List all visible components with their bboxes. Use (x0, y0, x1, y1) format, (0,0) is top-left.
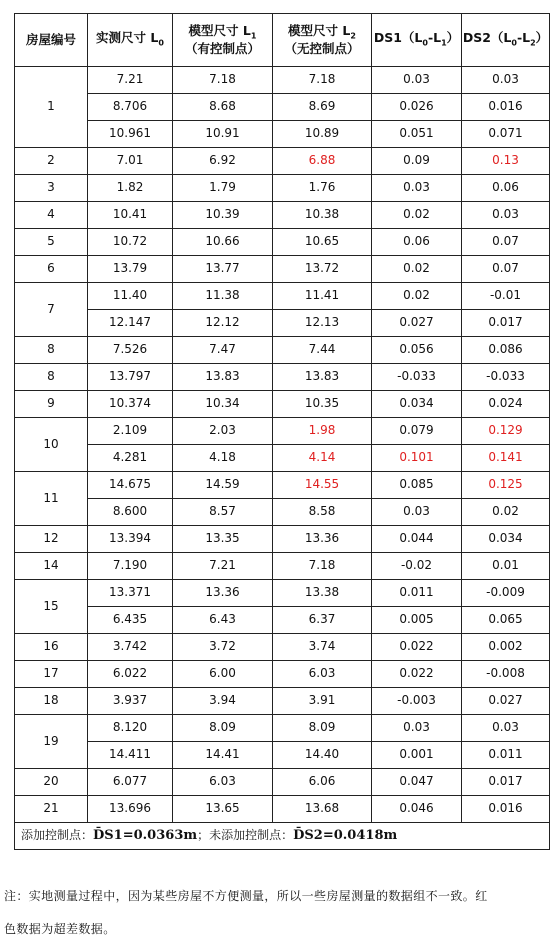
model-size-without-control-cell: 1.76 (273, 175, 372, 202)
house-id-cell: 14 (15, 553, 88, 580)
model-size-with-control-cell: 7.21 (173, 553, 273, 580)
ds1-cell: 0.005 (372, 607, 462, 634)
table-row (15, 634, 550, 661)
model-size-without-control-cell: 8.69 (273, 94, 372, 121)
ds2-cell: 0.086 (462, 337, 550, 364)
ds1-cell: 0.085 (372, 472, 462, 499)
model-size-with-control-cell: 10.91 (173, 121, 273, 148)
measured-size-cell: 8.706 (88, 94, 173, 121)
measured-size-cell: 2.109 (88, 418, 173, 445)
ds2-cell: -0.033 (462, 364, 550, 391)
model-size-with-control-cell: 13.83 (173, 364, 273, 391)
table-row (15, 94, 550, 121)
model-size-without-control-cell: 3.74 (273, 634, 372, 661)
model-size-without-control-cell: 13.83 (273, 364, 372, 391)
table-row (15, 499, 550, 526)
house-id-cell: 2 (15, 148, 88, 175)
house-id-cell: 8 (15, 364, 88, 391)
measured-size-cell: 7.01 (88, 148, 173, 175)
model-size-with-control-cell: 13.35 (173, 526, 273, 553)
model-size-without-control-cell: 13.36 (273, 526, 372, 553)
model-size-with-control-cell: 8.09 (173, 715, 273, 742)
table-row (15, 796, 550, 823)
ds1-cell: 0.02 (372, 256, 462, 283)
measured-size-cell: 13.797 (88, 364, 173, 391)
model-size-without-control-cell: 7.18 (273, 553, 372, 580)
model-size-with-control-cell: 2.03 (173, 418, 273, 445)
model-size-without-control-cell: 8.09 (273, 715, 372, 742)
model-size-without-control-cell: 14.55 (273, 472, 372, 499)
ds1-cell: 0.079 (372, 418, 462, 445)
table-row (15, 121, 550, 148)
model-size-with-control-cell: 4.18 (173, 445, 273, 472)
ds2-cell: -0.008 (462, 661, 550, 688)
ds2-cell: 0.129 (462, 418, 550, 445)
table-row (15, 580, 550, 607)
model-size-without-control-cell: 6.06 (273, 769, 372, 796)
measured-size-cell: 7.21 (88, 67, 173, 94)
ds2-cell: 0.065 (462, 607, 550, 634)
header-model-size-without-control: 模型尺寸 $L_2$ （无控制点） (273, 14, 372, 67)
ds1-cell: 0.034 (372, 391, 462, 418)
ds2-cell: 0.01 (462, 553, 550, 580)
house-id-cell: 17 (15, 661, 88, 688)
ds1-cell: 0.02 (372, 202, 462, 229)
summary-separator: ；未添加控制点： (197, 827, 294, 842)
model-size-without-control-cell: 11.41 (273, 283, 372, 310)
model-size-with-control-cell: 13.77 (173, 256, 273, 283)
model-size-with-control-cell: 14.59 (173, 472, 273, 499)
ds2-cell: 0.017 (462, 769, 550, 796)
model-size-without-control-cell: 10.38 (273, 202, 372, 229)
measured-size-cell: 7.526 (88, 337, 173, 364)
model-size-with-control-cell: 7.47 (173, 337, 273, 364)
measured-size-cell: 4.281 (88, 445, 173, 472)
table-row (15, 742, 550, 769)
ds2-cell: 0.016 (462, 94, 550, 121)
model-size-with-control-cell: 14.41 (173, 742, 273, 769)
ds1-cell: 0.101 (372, 445, 462, 472)
header-ds1: $DS1(L_0-L_1)$ (372, 14, 462, 67)
summary-row (15, 823, 550, 850)
measured-size-cell: 3.937 (88, 688, 173, 715)
model-size-without-control-cell: 10.89 (273, 121, 372, 148)
summary-label-with-control: 添加控制点： (21, 827, 94, 842)
house-id-cell: 10 (15, 418, 88, 472)
ds1-cell: 0.03 (372, 715, 462, 742)
model-size-with-control-cell: 11.38 (173, 283, 273, 310)
table-row (15, 337, 550, 364)
ds2-cell: 0.07 (462, 229, 550, 256)
model-size-with-control-cell: 6.03 (173, 769, 273, 796)
table-row (15, 418, 550, 445)
table-row (15, 553, 550, 580)
model-size-without-control-cell: 7.44 (273, 337, 372, 364)
model-size-with-control-cell: 3.72 (173, 634, 273, 661)
table-row (15, 229, 550, 256)
model-size-with-control-cell: 6.92 (173, 148, 273, 175)
measured-size-cell: 6.435 (88, 607, 173, 634)
ds1-cell: 0.044 (372, 526, 462, 553)
model-size-with-control-cell: 6.43 (173, 607, 273, 634)
house-id-cell: 12 (15, 526, 88, 553)
ds1-cell: 0.03 (372, 499, 462, 526)
measured-size-cell: 13.394 (88, 526, 173, 553)
ds2-cell: 0.03 (462, 715, 550, 742)
model-size-with-control-cell: 8.68 (173, 94, 273, 121)
summary-ds1-value: D̄S1=0.0363m (93, 827, 198, 843)
house-id-cell: 20 (15, 769, 88, 796)
house-id-cell: 21 (15, 796, 88, 823)
house-id-cell: 7 (15, 283, 88, 337)
model-size-without-control-cell: 12.13 (273, 310, 372, 337)
model-size-with-control-cell: 6.00 (173, 661, 273, 688)
model-size-with-control-cell: 7.18 (173, 67, 273, 94)
table-row (15, 148, 550, 175)
model-size-without-control-cell: 13.38 (273, 580, 372, 607)
model-size-without-control-cell: 6.88 (273, 148, 372, 175)
ds2-cell: 0.125 (462, 472, 550, 499)
model-size-with-control-cell: 1.79 (173, 175, 273, 202)
house-id-cell: 8 (15, 337, 88, 364)
measured-size-cell: 13.79 (88, 256, 173, 283)
table-row (15, 472, 550, 499)
ds1-cell: 0.001 (372, 742, 462, 769)
model-size-with-control-cell: 10.39 (173, 202, 273, 229)
ds1-cell: -0.02 (372, 553, 462, 580)
house-id-cell: 9 (15, 391, 88, 418)
ds1-cell: 0.02 (372, 283, 462, 310)
house-id-cell: 15 (15, 580, 88, 634)
model-size-without-control-cell: 8.58 (273, 499, 372, 526)
model-size-without-control-cell: 14.40 (273, 742, 372, 769)
model-size-without-control-cell: 1.98 (273, 418, 372, 445)
measured-size-cell: 10.374 (88, 391, 173, 418)
footnote (4, 880, 554, 946)
header-house-id: 房屋编号 (15, 14, 88, 67)
ds1-cell: 0.056 (372, 337, 462, 364)
measured-size-cell: 8.120 (88, 715, 173, 742)
table-row (15, 283, 550, 310)
ds1-cell: 0.03 (372, 67, 462, 94)
table-row (15, 526, 550, 553)
footnote-line-1: 注：实地测量过程中，因为某些房屋不方便测量，所以一些房屋测量的数据组不一致。红 (4, 889, 488, 903)
ds2-cell: 0.027 (462, 688, 550, 715)
ds2-cell: 0.03 (462, 67, 550, 94)
house-id-cell: 18 (15, 688, 88, 715)
ds1-cell: -0.003 (372, 688, 462, 715)
table-row (15, 391, 550, 418)
table-row (15, 364, 550, 391)
model-size-with-control-cell: 12.12 (173, 310, 273, 337)
footnote-line-2: 色数据为超差数据。 (4, 922, 116, 936)
ds2-cell: 0.02 (462, 499, 550, 526)
header-row (15, 14, 550, 67)
ds2-cell: 0.024 (462, 391, 550, 418)
model-size-with-control-cell: 10.66 (173, 229, 273, 256)
ds2-cell: -0.01 (462, 283, 550, 310)
ds2-cell: 0.07 (462, 256, 550, 283)
table-row (15, 715, 550, 742)
house-id-cell: 4 (15, 202, 88, 229)
ds2-cell: 0.141 (462, 445, 550, 472)
model-size-without-control-cell: 13.68 (273, 796, 372, 823)
model-size-without-control-cell: 10.65 (273, 229, 372, 256)
model-size-without-control-cell: 6.03 (273, 661, 372, 688)
model-size-with-control-cell: 13.36 (173, 580, 273, 607)
measured-size-cell: 6.077 (88, 769, 173, 796)
ds2-cell: 0.06 (462, 175, 550, 202)
measured-size-cell: 14.675 (88, 472, 173, 499)
ds2-cell: 0.034 (462, 526, 550, 553)
measured-size-cell: 6.022 (88, 661, 173, 688)
ds1-cell: 0.022 (372, 661, 462, 688)
table-row (15, 661, 550, 688)
house-id-cell: 19 (15, 715, 88, 769)
model-size-without-control-cell: 6.37 (273, 607, 372, 634)
ds2-cell: 0.002 (462, 634, 550, 661)
model-size-without-control-cell: 13.72 (273, 256, 372, 283)
summary-ds2-value: D̄S2=0.0418m (293, 827, 398, 843)
ds2-cell: -0.009 (462, 580, 550, 607)
measured-size-cell: 10.961 (88, 121, 173, 148)
house-id-cell: 6 (15, 256, 88, 283)
measurement-table (14, 13, 550, 850)
model-size-without-control-cell: 3.91 (273, 688, 372, 715)
house-id-cell: 16 (15, 634, 88, 661)
ds1-cell: 0.046 (372, 796, 462, 823)
ds2-cell: 0.03 (462, 202, 550, 229)
house-id-cell: 1 (15, 67, 88, 148)
ds1-cell: 0.047 (372, 769, 462, 796)
ds2-cell: 0.016 (462, 796, 550, 823)
ds1-cell: 0.09 (372, 148, 462, 175)
model-size-with-control-cell: 10.34 (173, 391, 273, 418)
measured-size-cell: 12.147 (88, 310, 173, 337)
table-row (15, 310, 550, 337)
measured-size-cell: 7.190 (88, 553, 173, 580)
header-ds2: $DS2(L_0-L_2)$ (462, 14, 550, 67)
model-size-with-control-cell: 8.57 (173, 499, 273, 526)
table-row (15, 445, 550, 472)
ds2-cell: 0.13 (462, 148, 550, 175)
measured-size-cell: 13.371 (88, 580, 173, 607)
ds1-cell: 0.027 (372, 310, 462, 337)
measured-size-cell: 14.411 (88, 742, 173, 769)
table-row (15, 202, 550, 229)
ds2-cell: 0.011 (462, 742, 550, 769)
house-id-cell: 11 (15, 472, 88, 526)
measured-size-cell: 10.72 (88, 229, 173, 256)
measured-size-cell: 1.82 (88, 175, 173, 202)
model-size-without-control-cell: 7.18 (273, 67, 372, 94)
ds1-cell: -0.033 (372, 364, 462, 391)
model-size-without-control-cell: 4.14 (273, 445, 372, 472)
measured-size-cell: 11.40 (88, 283, 173, 310)
measured-size-cell: 10.41 (88, 202, 173, 229)
table-row (15, 688, 550, 715)
ds1-cell: 0.051 (372, 121, 462, 148)
ds2-cell: 0.071 (462, 121, 550, 148)
measured-size-cell: 3.742 (88, 634, 173, 661)
ds1-cell: 0.03 (372, 175, 462, 202)
table-row (15, 256, 550, 283)
ds1-cell: 0.022 (372, 634, 462, 661)
house-id-cell: 5 (15, 229, 88, 256)
measured-size-cell: 13.696 (88, 796, 173, 823)
model-size-with-control-cell: 13.65 (173, 796, 273, 823)
table-row (15, 67, 550, 94)
ds1-cell: 0.026 (372, 94, 462, 121)
table-row (15, 769, 550, 796)
ds1-cell: 0.06 (372, 229, 462, 256)
table-row (15, 175, 550, 202)
measured-size-cell: 8.600 (88, 499, 173, 526)
summary-cell (15, 823, 550, 850)
header-model-size-with-control: 模型尺寸 $L_1$ （有控制点） (173, 14, 273, 67)
house-id-cell: 3 (15, 175, 88, 202)
table-body (15, 67, 550, 823)
model-size-with-control-cell: 3.94 (173, 688, 273, 715)
ds1-cell: 0.011 (372, 580, 462, 607)
ds2-cell: 0.017 (462, 310, 550, 337)
header-measured-size: 实测尺寸 $L_0$ (88, 14, 173, 67)
table-row (15, 607, 550, 634)
model-size-without-control-cell: 10.35 (273, 391, 372, 418)
